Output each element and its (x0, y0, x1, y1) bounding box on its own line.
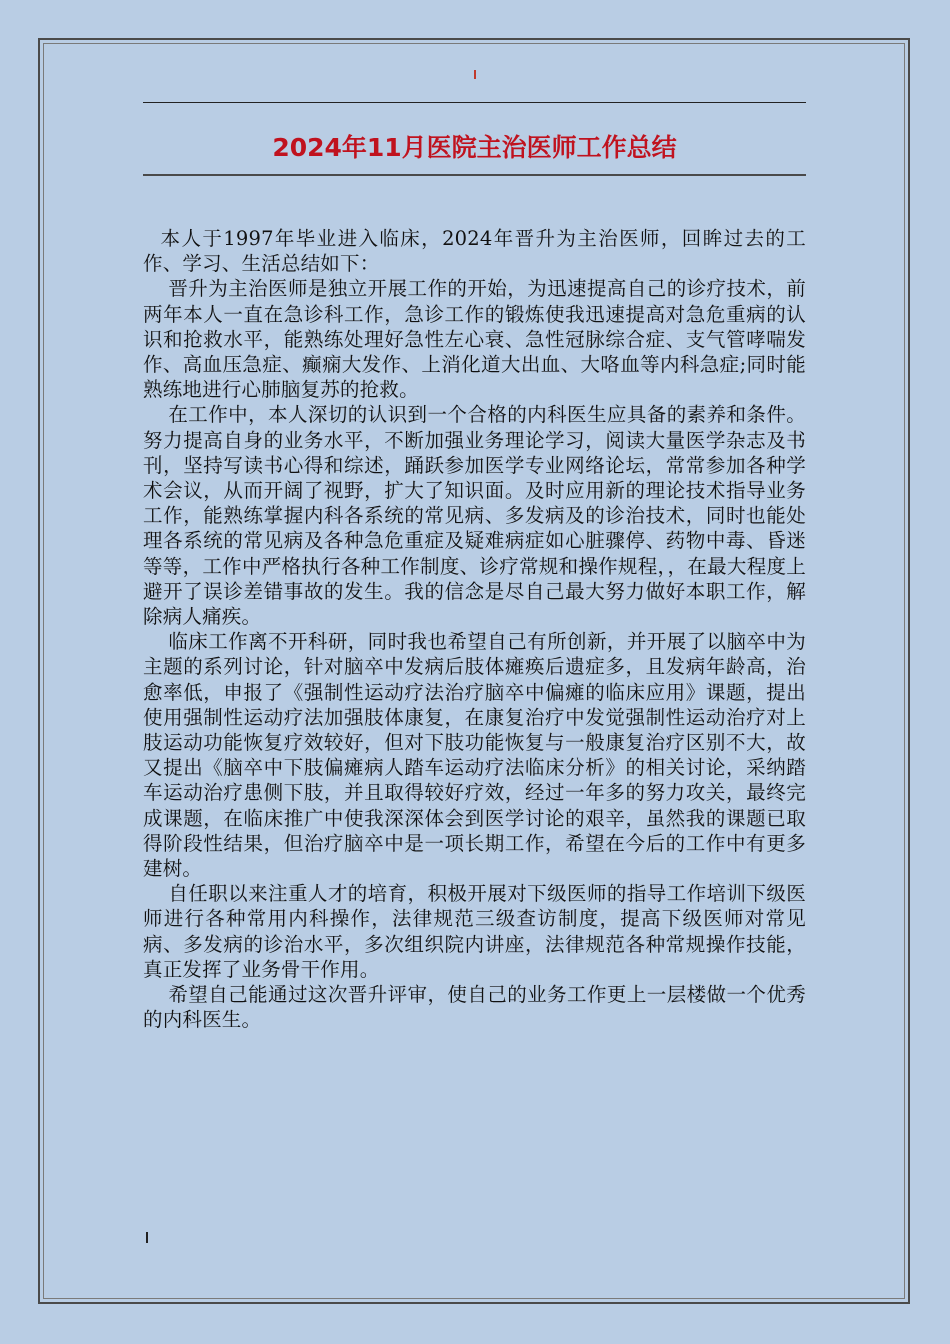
header-cursor-mark (474, 70, 476, 79)
title-rule (143, 174, 806, 176)
paragraph-conclusion: 希望自己能通过这次晋升评审，使自己的业务工作更上一层楼做一个优秀的内科医生。 (143, 983, 806, 1032)
paragraph-promotion: 晋升为主治医师是独立开展工作的开始，为迅速提高自己的诊疗技术，前两年本人一直在急诊科工作，急诊工作的锻炼使我迅速提高对急危重病的认识和抢救水平，能熟练处理好急性左心衰、急性冠脉综合症、支气管哮喘发作、高血压急症、癫痫大发作、上消化道大出血、大咯血等内科急症;同时能熟练地进行心肺脑复苏的抢救。 (143, 277, 806, 402)
paragraph-research: 临床工作离不开科研，同时我也希望自己有所创新，并开展了以脑卒中为主题的系列讨论，针对脑卒中发病后肢体瘫痪后遗症多，且发病年龄高，治愈率低，申报了《强制性运动疗法治疗脑卒中偏瘫的临床应用》课题，提出使用强制性运动疗法加强肢体康复，在康复治疗中发觉强制性运动治疗对上肢运动功能恢复疗效较好，但对下肢功能恢复与一般康复治疗区别不大，故又提出《脑卒中下肢偏瘫病人踏车运动疗法临床分析》的相关讨论，采纳踏车运动治疗患侧下肢，并且取得较好疗效，经过一年多的努力攻关，最终完成课题，在临床推广中使我深深体会到医学讨论的艰辛，虽然我的课题已取得阶段性结果，但治疗脑卒中是一项长期工作，希望在今后的工作中有更多建树。 (143, 630, 806, 881)
document-body (143, 226, 806, 1033)
paragraph-work: 在工作中，本人深切的认识到一个合格的内科医生应具备的素养和条件。努力提高自身的业务水平，不断加强业务理论学习，阅读大量医学杂志及书刊，坚持写读书心得和综述，踊跃参加医学专业网络论坛，常常参加各种学术会议，从而开阔了视野，扩大了知识面。及时应用新的理论技术指导业务工作，能熟练掌握内科各系统的常见病、多发病及的诊治技术，同时也能处理各系统的常见病及各种急危重症及疑难病症如心脏骤停、药物中毒、昏迷等等，工作中严格执行各种工作制度、诊疗常规和操作规程，，在最大程度上避开了误诊差错事故的发生。我的信念是尽自己最大努力做好本职工作，解除病人痛疾。 (143, 403, 806, 629)
header-rule (143, 102, 806, 103)
footer-cursor-mark (146, 1232, 148, 1243)
paragraph-training: 自任职以来注重人才的培育，积极开展对下级医师的指导工作培训下级医师进行各种常用内科操作，法律规范三级查访制度，提高下级医师对常见病、多发病的诊治水平，多次组织院内讲座，法律规范各种常规操作技能，真正发挥了业务骨干作用。 (143, 882, 806, 981)
paragraph-intro: 本人于1997年毕业进入临床，2024年晋升为主治医师，回眸过去的工作、学习、生活总结如下： (143, 227, 806, 276)
document-title: 2024年11月医院主治医师工作总结 (272, 133, 677, 162)
